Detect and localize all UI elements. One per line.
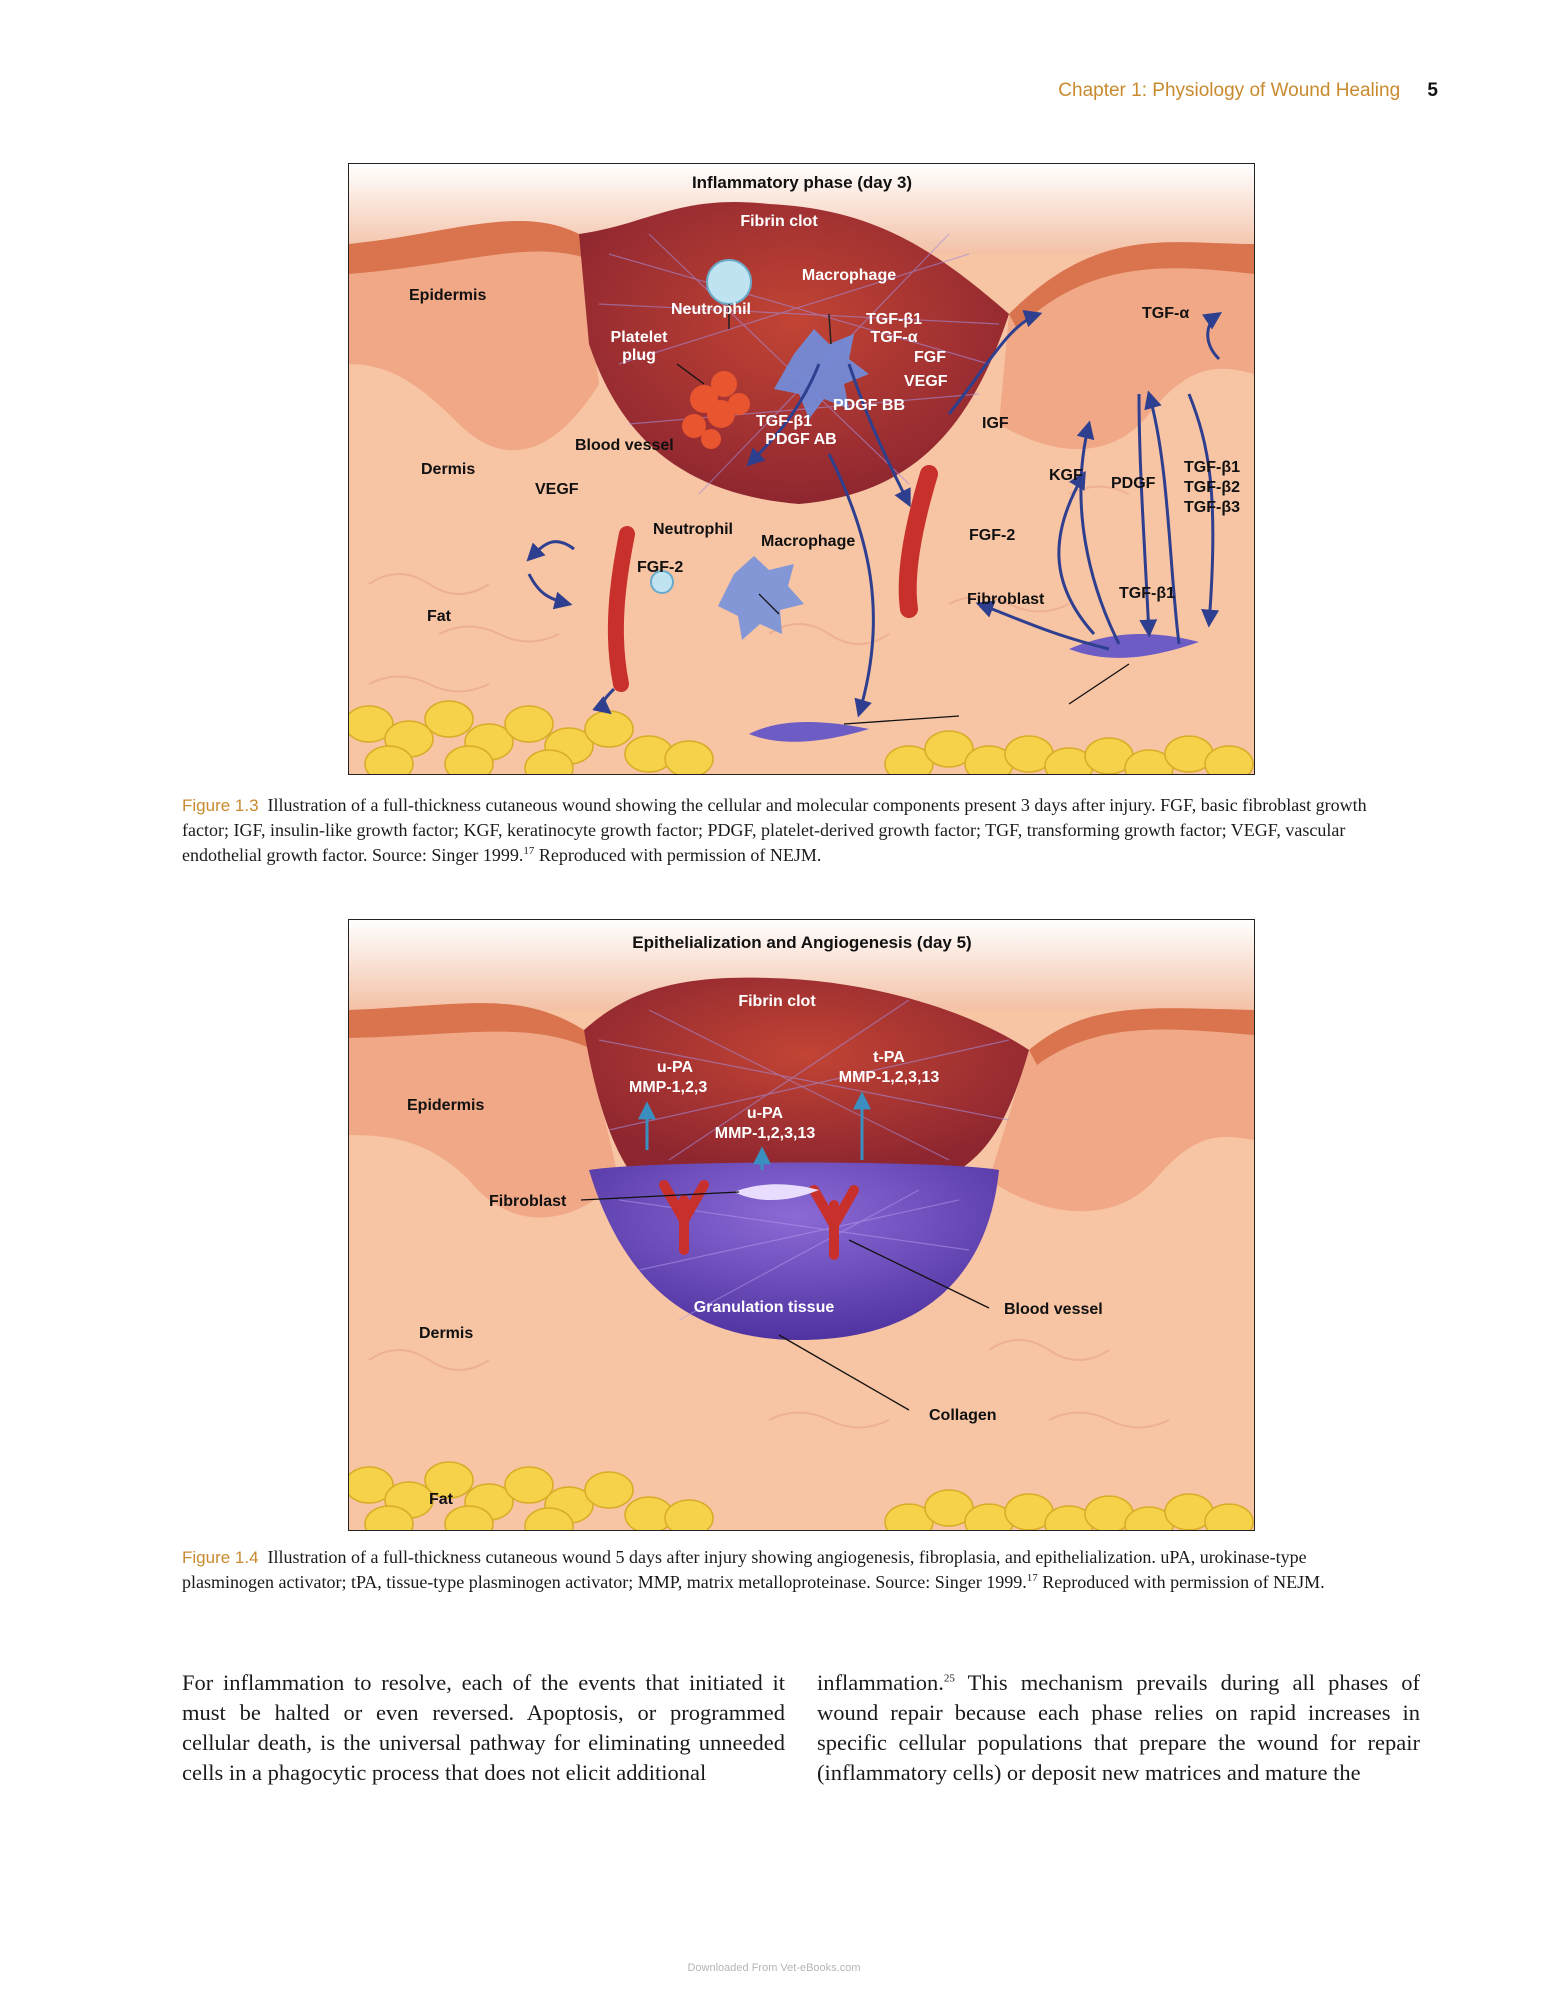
label-fgf2-a: FGF-2 (637, 559, 684, 576)
label-pdgf-ab: PDGF AB (765, 431, 837, 448)
label-epidermis: Epidermis (407, 1097, 485, 1114)
label-tgf-b2: TGF-β2 (1184, 479, 1240, 496)
label-tgf-a-a: TGF-α (870, 329, 918, 346)
figure-1-3-number: Figure 1.3 (182, 796, 259, 815)
figure-1-4 (348, 919, 1255, 1531)
label-dermis: Dermis (419, 1325, 474, 1342)
label-fgf: FGF (914, 349, 946, 366)
label-mmp-1: MMP-1,2,3 (629, 1079, 708, 1096)
label-neutrophil-bottom: Neutrophil (653, 521, 733, 538)
body-right-rest: This mechanism prevails during all phases of wound repair because each phase relies on rapid increases in specific cellular populations that prepare the wound for repair (inflammatory cells) or deposit new matrices and mature the (817, 1670, 1420, 1785)
label-tgf-b1-b: TGF-β1 (756, 413, 812, 430)
label-fibroblast: Fibroblast (489, 1193, 567, 1210)
download-footer: Downloaded From Vet-eBooks.com (687, 1962, 861, 1974)
figure-1-4-title: Epithelialization and Angiogenesis (day 5) (632, 933, 972, 952)
figure-1-3-illustration (349, 164, 1254, 774)
label-collagen: Collagen (929, 1407, 997, 1424)
label-tgf-b3: TGF-β3 (1184, 499, 1240, 516)
figure-1-4-caption-end: Reproduced with permission of NEJM. (1037, 1572, 1325, 1592)
label-tgf-b1-c: TGF-β1 (1184, 459, 1240, 476)
running-head (1058, 80, 1438, 102)
chapter-title: Chapter 1: Physiology of Wound Healing (1058, 80, 1401, 101)
body-column-left: For inflammation to resolve, each of the events that initiated it must be halted or even reversed. Apoptosis, or programmed cellular death, is the universal pathway for eliminating unneeded cells in a phagocytic process that does not elicit additional (182, 1670, 785, 1785)
label-fibrin-clot: Fibrin clot (740, 213, 818, 230)
figure-1-3-caption-end: Reproduced with permission of NEJM. (534, 845, 822, 865)
figure-1-4-caption-text: Illustration of a full-thickness cutaneous wound 5 days after injury showing angiogenesis, fibroplasia, and epithelialization. uPA, urokinase-type plasminogen activator; tPA, tissue-type plasminogen activator; MMP, matrix metalloproteinase. Source: Singer 1999. (182, 1547, 1307, 1592)
label-neutrophil-top: Neutrophil (671, 301, 751, 318)
label-upa-2: u-PA (746, 1105, 784, 1122)
label-igf: IGF (982, 415, 1009, 432)
label-pdgf-bb: PDGF BB (833, 397, 905, 414)
label-tgf-a-b: TGF-α (1142, 305, 1190, 322)
body-column-right (817, 1668, 1420, 1788)
label-blood-vessel: Blood vessel (575, 437, 674, 454)
label-kgf: KGF (1049, 467, 1083, 484)
figure-1-3-ref: 17 (523, 845, 535, 857)
figure-1-3 (348, 163, 1255, 775)
label-mmp-2: MMP-1,2,3,13 (714, 1125, 816, 1142)
label-tpa: t-PA (873, 1049, 905, 1066)
label-macrophage-bottom: Macrophage (761, 533, 856, 550)
label-blood-vessel: Blood vessel (1004, 1301, 1103, 1318)
label-platelet-plug-2: plug (622, 347, 656, 364)
label-platelet-plug-1: Platelet (610, 329, 668, 346)
figure-1-3-title: Inflammatory phase (day 3) (691, 173, 913, 192)
label-tgf-b1-a: TGF-β1 (866, 311, 922, 328)
label-fibrin-clot: Fibrin clot (738, 993, 816, 1010)
label-macrophage-top: Macrophage (801, 267, 897, 284)
figure-1-3-caption-text: Illustration of a full-thickness cutaneous wound showing the cellular and molecular components present 3 days after injury. FGF, basic fibroblast growth factor; IGF, insulin-like growth factor; KGF, keratinocyte growth factor; PDGF, platelet-derived growth factor; TGF, transforming growth factor; VEGF, vascular endothelial growth factor. Source: Singer 1999. (182, 795, 1367, 865)
label-upa-1: u-PA (656, 1059, 694, 1076)
body-right-ref: 25 (943, 1672, 955, 1685)
figure-1-4-caption (182, 1545, 1367, 1595)
label-fgf2-b: FGF-2 (969, 527, 1016, 544)
page-number: 5 (1427, 80, 1438, 101)
label-epidermis: Epidermis (409, 287, 487, 304)
label-tgf-b1-d: TGF-β1 (1119, 585, 1175, 602)
label-vegf-b: VEGF (535, 481, 579, 498)
label-fat: Fat (427, 608, 451, 625)
label-mmp-3: MMP-1,2,3,13 (838, 1069, 940, 1086)
label-fibroblast: Fibroblast (967, 591, 1045, 608)
label-pdgf: PDGF (1111, 475, 1156, 492)
neutrophil-cell-top (707, 260, 751, 304)
figure-1-4-number: Figure 1.4 (182, 1548, 259, 1567)
label-dermis: Dermis (421, 461, 476, 478)
label-vegf-a: VEGF (904, 373, 948, 390)
figure-1-4-ref: 17 (1026, 1572, 1038, 1584)
label-fat: Fat (429, 1491, 453, 1508)
figure-1-3-caption (182, 793, 1367, 868)
label-granulation-tissue: Granulation tissue (693, 1299, 835, 1316)
body-right-start: inflammation. (817, 1670, 944, 1695)
figure-1-4-illustration (349, 920, 1254, 1530)
